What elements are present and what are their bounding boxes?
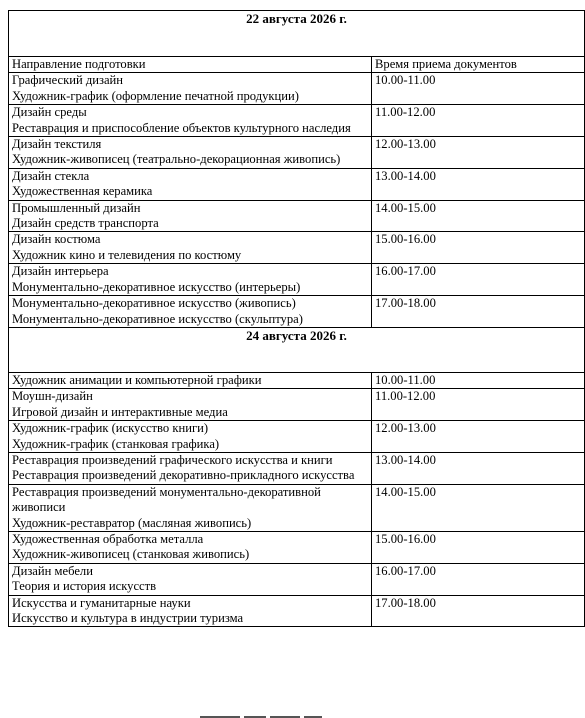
program-name: Монументально-декоративное искусство (живопись) bbox=[12, 296, 296, 311]
time-slot-cell: 16.00-17.00 bbox=[372, 563, 585, 595]
table-row bbox=[9, 73, 585, 105]
date-row-day2 bbox=[9, 327, 585, 372]
column-header-time: Время приема документов bbox=[372, 57, 585, 73]
column-header-program: Направление подготовки bbox=[9, 57, 372, 73]
program-cell bbox=[9, 531, 372, 563]
time-slot-cell: 10.00-11.00 bbox=[372, 372, 585, 388]
program-name: Художник-живописец (театрально-декорационная живопись) bbox=[12, 152, 341, 167]
table-row bbox=[9, 452, 585, 484]
time-slot-cell: 17.00-18.00 bbox=[372, 296, 585, 328]
date-heading: 22 августа 2026 г. bbox=[9, 11, 585, 57]
program-cell bbox=[9, 105, 372, 137]
program-cell bbox=[9, 200, 372, 232]
program-name: Художник-график (оформление печатной продукции) bbox=[12, 88, 299, 103]
program-name: Дизайн средств транспорта bbox=[12, 216, 159, 231]
program-name: Промышленный дизайн bbox=[12, 200, 141, 215]
time-slot-cell: 11.00-12.00 bbox=[372, 389, 585, 421]
table-row bbox=[9, 563, 585, 595]
schedule-document bbox=[8, 10, 584, 627]
program-cell bbox=[9, 452, 372, 484]
table-row bbox=[9, 484, 585, 531]
program-name: Графический дизайн bbox=[12, 73, 124, 88]
time-slot-cell: 15.00-16.00 bbox=[372, 232, 585, 264]
program-name: Художник анимации и компьютерной графики bbox=[12, 372, 262, 387]
program-name: Монументально-декоративное искусство (скульптура) bbox=[12, 311, 303, 326]
time-slot-cell: 13.00-14.00 bbox=[372, 452, 585, 484]
time-slot-cell: 12.00-13.00 bbox=[372, 137, 585, 169]
table-row bbox=[9, 296, 585, 328]
program-name: Дизайн среды bbox=[12, 105, 87, 120]
table-row bbox=[9, 372, 585, 388]
table-row bbox=[9, 105, 585, 137]
table-row bbox=[9, 264, 585, 296]
table-row bbox=[9, 200, 585, 232]
program-name: Реставрация произведений декоративно-прикладного искусства bbox=[12, 468, 355, 483]
program-cell bbox=[9, 296, 372, 328]
program-name: Художник-график (искусство книги) bbox=[12, 421, 209, 436]
table-row bbox=[9, 595, 585, 627]
time-slot-cell: 17.00-18.00 bbox=[372, 595, 585, 627]
program-name: Художественная керамика bbox=[12, 184, 153, 199]
table-row bbox=[9, 232, 585, 264]
program-name: Игровой дизайн и интерактивные медиа bbox=[12, 404, 228, 419]
program-name: Искусства и гуманитарные науки bbox=[12, 595, 191, 610]
program-cell bbox=[9, 389, 372, 421]
program-name: Художественная обработка металла bbox=[12, 531, 204, 546]
program-name: Дизайн интерьера bbox=[12, 264, 109, 279]
table-row bbox=[9, 168, 585, 200]
schedule-body bbox=[9, 11, 585, 627]
time-slot-cell: 14.00-15.00 bbox=[372, 200, 585, 232]
program-name: Художник-реставратор (масляная живопись) bbox=[12, 515, 252, 530]
time-slot-cell: 15.00-16.00 bbox=[372, 531, 585, 563]
program-name: Художник кино и телевидения по костюму bbox=[12, 247, 242, 262]
table-header-row bbox=[9, 57, 585, 73]
time-slot-cell: 13.00-14.00 bbox=[372, 168, 585, 200]
date-heading: 24 августа 2026 г. bbox=[9, 327, 585, 372]
program-name: Художник-график (станковая графика) bbox=[12, 436, 220, 451]
program-name: Дизайн мебели bbox=[12, 563, 93, 578]
program-name: Дизайн костюма bbox=[12, 232, 101, 247]
cut-off-text-fragment bbox=[200, 712, 360, 718]
time-slot-cell: 12.00-13.00 bbox=[372, 421, 585, 453]
date-row-day1 bbox=[9, 11, 585, 57]
program-cell bbox=[9, 563, 372, 595]
program-cell bbox=[9, 73, 372, 105]
table-row bbox=[9, 137, 585, 169]
program-name: Реставрация и приспособление объектов культурного наследия bbox=[12, 120, 351, 135]
table-row bbox=[9, 531, 585, 563]
program-name: Моушн-дизайн bbox=[12, 389, 93, 404]
time-slot-cell: 10.00-11.00 bbox=[372, 73, 585, 105]
time-slot-cell: 11.00-12.00 bbox=[372, 105, 585, 137]
program-cell bbox=[9, 372, 372, 388]
program-cell bbox=[9, 264, 372, 296]
program-cell bbox=[9, 232, 372, 264]
program-name: Реставрация произведений монументально-декоративной живописи bbox=[12, 484, 321, 515]
table-row bbox=[9, 389, 585, 421]
program-name: Искусство и культура в индустрии туризма bbox=[12, 611, 244, 625]
program-name: Теория и история искусств bbox=[12, 579, 157, 594]
program-name: Дизайн стекла bbox=[12, 168, 90, 183]
program-cell bbox=[9, 595, 372, 627]
program-name: Художник-живописец (станковая живопись) bbox=[12, 547, 250, 562]
time-slot-cell: 16.00-17.00 bbox=[372, 264, 585, 296]
program-name: Дизайн текстиля bbox=[12, 137, 102, 152]
program-name: Реставрация произведений графического искусства и книги bbox=[12, 452, 333, 467]
program-name: Монументально-декоративное искусство (интерьеры) bbox=[12, 279, 301, 294]
program-cell bbox=[9, 421, 372, 453]
admission-schedule-table bbox=[8, 10, 585, 627]
program-cell bbox=[9, 484, 372, 531]
program-cell bbox=[9, 137, 372, 169]
time-slot-cell: 14.00-15.00 bbox=[372, 484, 585, 531]
program-cell bbox=[9, 168, 372, 200]
table-row bbox=[9, 421, 585, 453]
